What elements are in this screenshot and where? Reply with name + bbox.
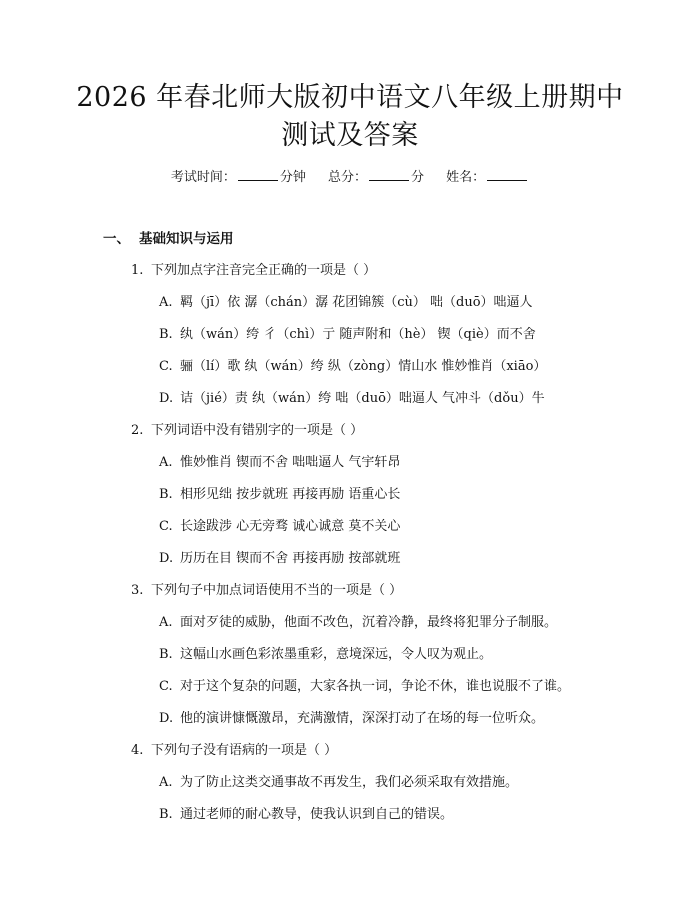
option-text: 这幅山水画色彩浓墨重彩，意境深远，令人叹为观止。	[180, 647, 493, 662]
option-label: D.	[159, 711, 174, 726]
option-label: B.	[159, 487, 173, 502]
option-text: 惟妙惟肖 锲而不舍 咄咄逼人 气宇轩昂	[180, 455, 401, 470]
question-4-option-b	[159, 805, 453, 825]
exam-meta	[0, 168, 700, 188]
name-label: 姓名：	[446, 170, 486, 185]
option-label: C.	[159, 679, 173, 694]
option-text: 为了防止这类交通事故不再发生，我们必须采取有效措施。	[180, 775, 519, 790]
option-label: A.	[159, 775, 173, 790]
document-title-line-1: 2026 年春北师大版初中语文八年级上册期中	[76, 82, 624, 113]
section-heading	[103, 229, 234, 249]
question-1-option-c	[159, 357, 546, 377]
question-number: 1.	[131, 263, 144, 278]
name-field	[446, 168, 529, 188]
option-label: C.	[159, 359, 173, 374]
option-text: 相形见绌 按步就班 再接再励 语重心长	[180, 487, 401, 502]
document-title-line-2: 测试及答案	[281, 120, 419, 151]
option-label: C.	[159, 519, 173, 534]
option-text: 对于这个复杂的问题，大家各执一词，争论不休，谁也说服不了谁。	[180, 679, 571, 694]
question-4-option-a	[159, 773, 518, 793]
question-text: 下列句子没有语病的一项是（ ）	[151, 743, 338, 758]
question-3	[131, 581, 402, 601]
question-number: 4.	[131, 743, 144, 758]
question-3-option-a	[159, 613, 557, 633]
option-text: 面对歹徒的威胁，他面不改色，沉着冷静，最终将犯罪分子制服。	[180, 615, 558, 630]
option-text: 长途跋涉 心无旁骛 诚心诚意 莫不关心	[180, 519, 401, 534]
question-number: 2.	[131, 423, 144, 438]
question-1	[131, 261, 376, 281]
section-number: 一、	[103, 231, 130, 247]
option-label: D.	[159, 551, 174, 566]
total-score-unit: 分	[411, 170, 425, 185]
question-text: 下列句子中加点词语使用不当的一项是（ ）	[151, 583, 403, 598]
option-text: 纨（wán）绔 彳（chì）亍 随声附和（hè） 锲（qiè）而不舍	[180, 327, 536, 342]
question-2-option-b	[159, 485, 400, 505]
option-text: 骊（lí）歌 纨（wán）绔 纵（zòng）情山水 惟妙惟肖（xiāo）	[180, 359, 547, 374]
option-label: A.	[159, 455, 173, 470]
option-text: 通过老师的耐心教导，使我认识到自己的错误。	[180, 807, 454, 822]
question-4	[131, 741, 337, 761]
total-score-label: 总分：	[327, 170, 367, 185]
exam-time-label: 考试时间：	[170, 170, 236, 185]
exam-time-field	[171, 168, 306, 188]
question-3-option-b	[159, 645, 492, 665]
name-blank	[487, 169, 527, 181]
exam-time-blank	[238, 169, 278, 181]
question-number: 3.	[131, 583, 144, 598]
question-2-option-d	[159, 549, 400, 569]
question-3-option-d	[159, 709, 544, 729]
question-3-option-c	[159, 677, 570, 697]
question-1-option-b	[159, 325, 536, 345]
option-label: B.	[159, 647, 173, 662]
question-2	[131, 421, 363, 441]
exam-time-unit: 分钟	[279, 170, 306, 185]
option-text: 诘（jié）责 纨（wán）绔 咄（duō）咄逼人 气冲斗（dǒu）牛	[180, 391, 545, 406]
section-title: 基础知识与运用	[139, 231, 234, 247]
question-1-option-a	[159, 293, 533, 313]
question-2-option-a	[159, 453, 400, 473]
option-label: D.	[159, 391, 174, 406]
option-label: A.	[159, 295, 173, 310]
option-text: 羁（jī）依 潺（chán）潺 花团锦簇（cù） 咄（duō）咄逼人	[180, 295, 533, 310]
option-text: 他的演讲慷慨激昂，充满激情，深深打动了在场的每一位听众。	[180, 711, 545, 726]
option-label: A.	[159, 615, 173, 630]
question-1-option-d	[159, 389, 545, 409]
option-label: B.	[159, 807, 173, 822]
total-score-blank	[369, 169, 409, 181]
total-score-field	[328, 168, 424, 188]
question-text: 下列词语中没有错别字的一项是（ ）	[151, 423, 364, 438]
option-text: 历历在目 锲而不舍 再接再励 按部就班	[180, 551, 401, 566]
question-text: 下列加点字注音完全正确的一项是（ ）	[151, 263, 377, 278]
option-label: B.	[159, 327, 173, 342]
question-2-option-c	[159, 517, 400, 537]
